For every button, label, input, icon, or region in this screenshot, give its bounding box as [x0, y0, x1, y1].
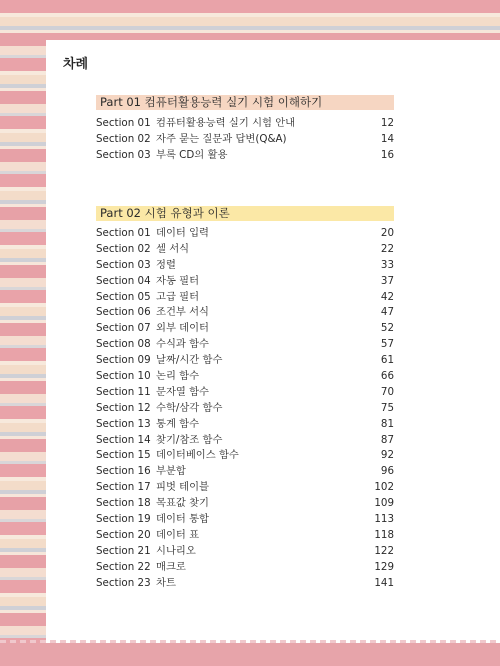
section-number: Section 07 [96, 322, 151, 335]
section-title: 수학/삼각 함수 [156, 401, 223, 414]
toc-entry [96, 369, 394, 385]
toc-entry [96, 226, 394, 242]
page-number: 37 [380, 274, 394, 287]
page-number: 66 [380, 370, 394, 383]
section-title: 데이터 표 [156, 528, 200, 541]
section-number: Section 05 [96, 290, 151, 303]
toc-entry [96, 385, 394, 401]
section-title: 정렬 [156, 258, 176, 271]
section-number: Section 23 [96, 576, 151, 589]
toc-entry [96, 274, 394, 290]
section-number: Section 01 [96, 117, 151, 129]
page-number: 129 [374, 560, 394, 573]
page-number: 109 [374, 497, 394, 510]
section-title: 조건부 서식 [156, 306, 210, 319]
toc-entry [96, 148, 394, 164]
part-label: Part 02 시험 유형과 이론 [100, 206, 230, 220]
section-number: Section 15 [96, 449, 151, 462]
toc-entry [96, 464, 394, 480]
section-title: 자동 필터 [156, 274, 200, 287]
section-title: 데이터 입력 [156, 227, 210, 239]
page-number: 12 [380, 117, 394, 129]
section-title: 부분합 [156, 465, 186, 478]
toc-entry [96, 337, 394, 353]
section-title: 날짜/시간 함수 [156, 354, 223, 367]
section-title: 컴퓨터활용능력 실기 시험 안내 [156, 117, 296, 129]
page-number: 75 [380, 401, 394, 414]
section-title: 목표값 찾기 [156, 497, 210, 510]
page-number: 14 [380, 132, 394, 145]
section-number: Section 19 [96, 513, 151, 526]
section-number: Section 14 [96, 433, 151, 446]
page-number: 87 [380, 433, 394, 446]
section-number: Section 11 [96, 385, 151, 398]
section-title: 논리 함수 [156, 370, 200, 383]
page-number: 33 [380, 258, 394, 271]
section-number: Section 01 [96, 227, 151, 239]
page-number: 113 [374, 513, 394, 526]
page-number: 122 [374, 544, 394, 557]
page-title: 차례 [63, 57, 89, 72]
section-number: Section 18 [96, 497, 151, 510]
toc-entry [96, 353, 394, 369]
page-number: 47 [380, 306, 394, 319]
page-number: 102 [374, 481, 394, 494]
section-number: Section 02 [96, 132, 151, 145]
toc-entry [96, 544, 394, 560]
part-header-01 [96, 95, 394, 110]
toc-entry [96, 417, 394, 433]
section-list-part-02 [96, 226, 394, 591]
section-number: Section 17 [96, 481, 151, 494]
section-title: 문자열 함수 [156, 385, 210, 398]
page-number: 20 [380, 227, 394, 239]
toc-entry [96, 528, 394, 544]
section-title: 찾기/참조 함수 [156, 433, 223, 446]
section-number: Section 22 [96, 560, 151, 573]
section-title: 고급 필터 [156, 290, 200, 303]
page-number: 92 [380, 449, 394, 462]
toc-entry [96, 576, 394, 592]
toc-entry [96, 496, 394, 512]
toc-entry [96, 305, 394, 321]
section-number: Section 09 [96, 354, 151, 367]
toc-entry [96, 433, 394, 449]
section-title: 자주 묻는 질문과 답변(Q&A) [156, 132, 287, 145]
section-number: Section 02 [96, 242, 151, 255]
toc-entry [96, 258, 394, 274]
part-label: Part 01 컴퓨터활용능력 실기 시험 이해하기 [100, 95, 323, 109]
toc-entry [96, 448, 394, 464]
section-number: Section 20 [96, 528, 151, 541]
toc-entry [96, 480, 394, 496]
section-number: Section 03 [96, 148, 151, 161]
section-title: 수식과 함수 [156, 338, 210, 351]
page-number: 22 [380, 242, 394, 255]
toc-entry [96, 132, 394, 148]
section-number: Section 16 [96, 465, 151, 478]
section-number: Section 03 [96, 258, 151, 271]
page-number: 96 [380, 465, 394, 478]
bottom-band [0, 643, 500, 666]
section-number: Section 12 [96, 401, 151, 414]
section-number: Section 10 [96, 370, 151, 383]
page-number: 61 [380, 354, 394, 367]
section-number: Section 21 [96, 544, 151, 557]
toc-entry [96, 512, 394, 528]
section-title: 외부 데이터 [156, 322, 210, 335]
section-title: 부록 CD의 활용 [156, 148, 228, 161]
page-number: 42 [380, 290, 394, 303]
page-number: 16 [380, 148, 394, 161]
toc-entry [96, 560, 394, 576]
toc-entry [96, 321, 394, 337]
section-number: Section 08 [96, 338, 151, 351]
section-title: 데이터베이스 함수 [156, 449, 239, 462]
section-number: Section 04 [96, 274, 151, 287]
toc-entry [96, 401, 394, 417]
part-header-02 [96, 206, 394, 221]
page-number: 81 [380, 417, 394, 430]
toc-entry [96, 116, 394, 132]
page-number: 118 [374, 528, 394, 541]
toc-entry [96, 242, 394, 258]
section-number: Section 13 [96, 417, 151, 430]
section-title: 피벗 테이블 [156, 481, 210, 494]
section-title: 데이터 통합 [156, 513, 210, 526]
section-number: Section 06 [96, 306, 151, 319]
section-title: 시나리오 [156, 544, 196, 557]
page-number: 52 [380, 322, 394, 335]
section-title: 통계 함수 [156, 417, 200, 430]
section-title: 매크로 [156, 560, 186, 573]
toc-entry [96, 290, 394, 306]
page-number: 57 [380, 338, 394, 351]
section-title: 차트 [156, 576, 176, 589]
page-number: 141 [374, 576, 394, 589]
page-number: 70 [380, 385, 394, 398]
section-title: 셀 서식 [156, 242, 190, 255]
section-list-part-01 [96, 116, 394, 164]
